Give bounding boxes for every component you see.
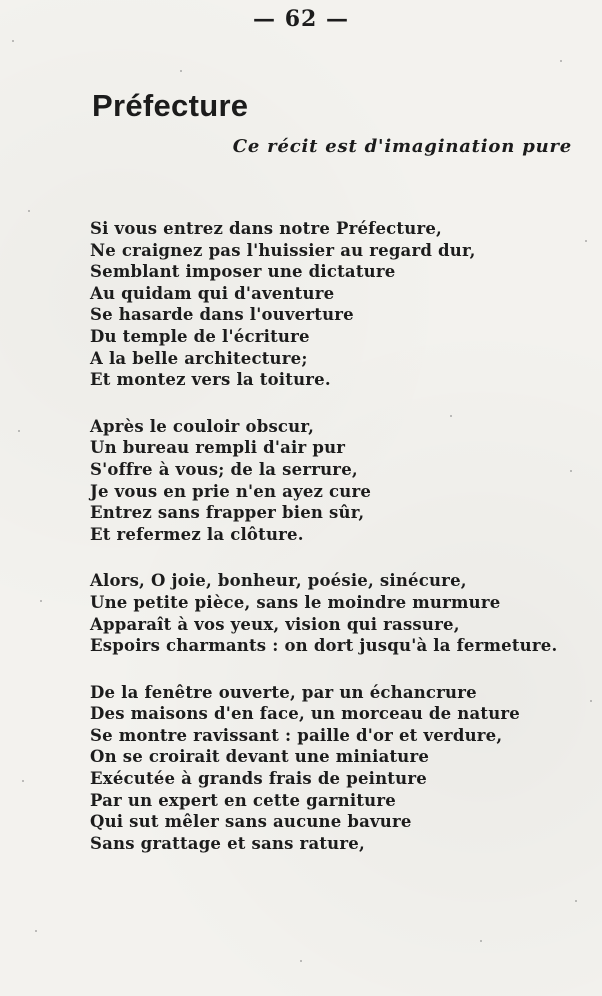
poem-line: Exécutée à grands frais de peinture — [90, 769, 427, 789]
poem-line: Apparaît à vos yeux, vision qui rassure, — [90, 614, 460, 634]
poem-line: Se montre ravissant : paille d'or et verdure, — [90, 725, 503, 745]
epigraph: Ce récit est d'imagination pure — [232, 136, 572, 157]
poem-body — [90, 218, 570, 879]
poem-line: Par un expert en cette garniture — [90, 790, 396, 810]
poem-line: Je vous en prie n'en ayez cure — [90, 481, 372, 501]
poem-line: Sans grattage et sans rature, — [90, 833, 365, 853]
poem-line: Entrez sans frapper bien sûr, — [90, 503, 365, 523]
poem-line: Un bureau rempli d'air pur — [90, 438, 346, 458]
poem-line: Alors, O joie, bonheur, poésie, sinécure, — [90, 571, 467, 591]
stanza-2 — [90, 416, 570, 546]
stanza-4 — [90, 682, 570, 855]
poem-line: De la fenêtre ouverte, par un échancrure — [90, 682, 477, 702]
poem-line: On se croirait devant une miniature — [90, 747, 430, 767]
poem-line: Espoirs charmants : on dort jusqu'à la fermeture. — [90, 636, 558, 656]
poem-line: Et refermez la clôture. — [90, 524, 304, 544]
stanza-1 — [90, 218, 570, 391]
poem-line: Des maisons d'en face, un morceau de nature — [90, 704, 520, 724]
poem-line: Après le couloir obscur, — [90, 416, 315, 436]
poem-line: Du temple de l'écriture — [90, 326, 310, 346]
poem-line: Qui sut mêler sans aucune bavure — [90, 812, 412, 832]
poem-line: Et montez vers la toiture. — [90, 370, 331, 390]
page-number: — 62 — — [253, 6, 349, 32]
poem-line: Au quidam qui d'aventure — [90, 283, 335, 303]
stanza-3 — [90, 570, 570, 656]
poem-line: Une petite pièce, sans le moindre murmure — [90, 592, 501, 612]
poem-line: Ne craignez pas l'huissier au regard dur, — [90, 240, 476, 260]
poem-line: Si vous entrez dans notre Préfecture, — [90, 219, 442, 238]
poem-line: Se hasarde dans l'ouverture — [90, 305, 354, 325]
poem-title: Préfecture — [92, 88, 249, 123]
poem-line: A la belle architecture; — [90, 348, 308, 368]
poem-line: S'offre à vous; de la serrure, — [90, 459, 358, 479]
poem-line: Semblant imposer une dictature — [90, 262, 396, 282]
